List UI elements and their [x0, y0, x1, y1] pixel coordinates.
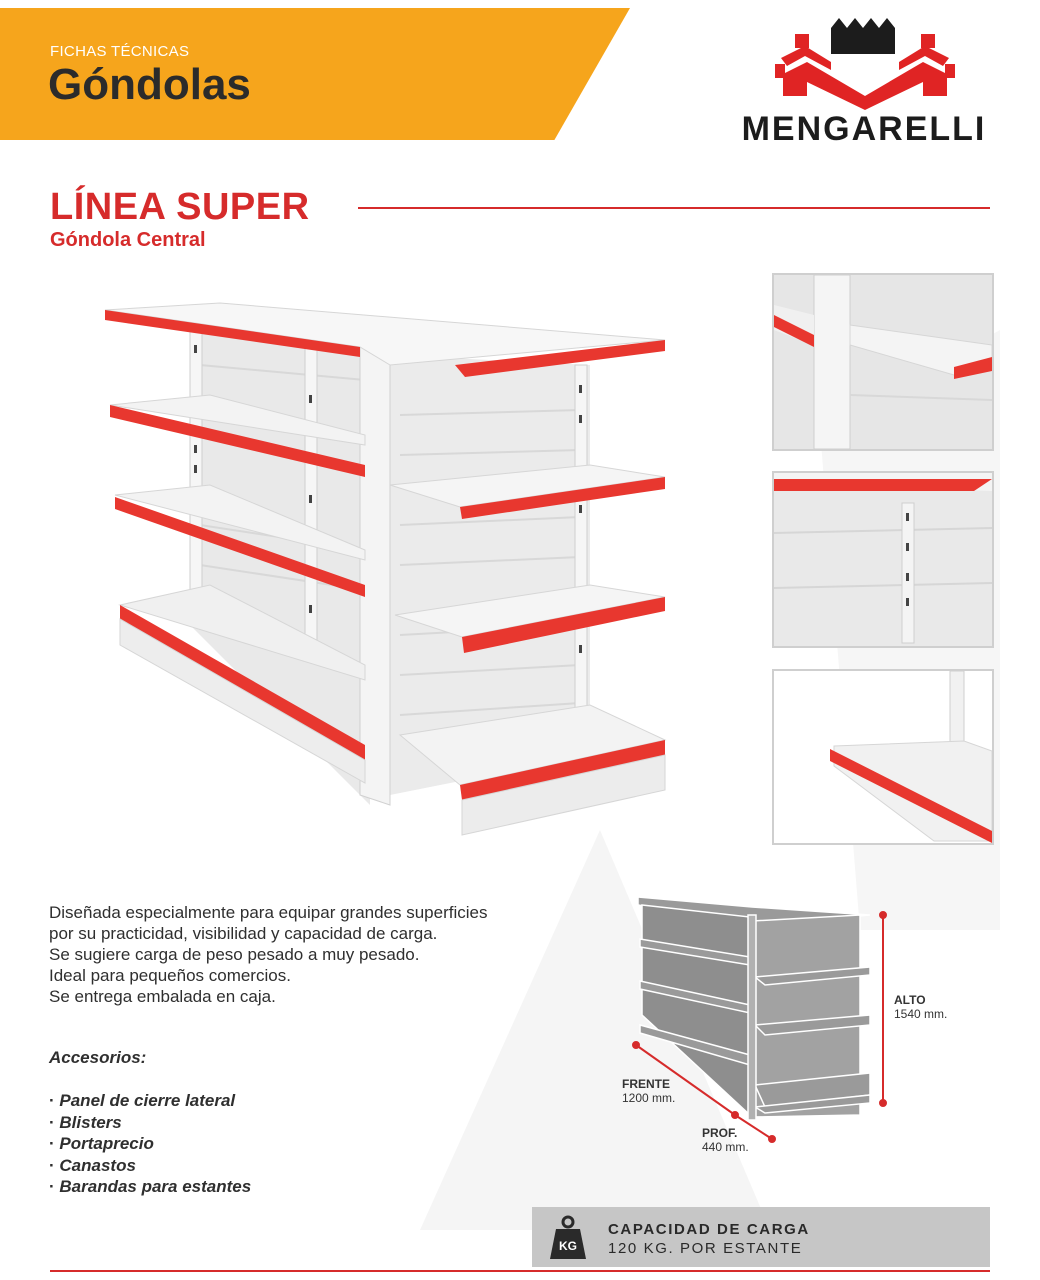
description-paragraph: Diseñada especialmente para equipar grandes superficies por su practicidad, visibilidad y capacidad de carga.: [49, 903, 488, 943]
brand-logo: [735, 10, 995, 150]
header-subtitle: FICHAS TÉCNICAS: [50, 43, 190, 60]
product-image-gondola: [90, 285, 680, 860]
logo-emblem: [735, 10, 995, 110]
dimension-frente: [622, 1077, 675, 1105]
description-paragraph: Se sugiere carga de peso pesado a muy pesado.: [49, 945, 420, 964]
dimension-alto-label: ALTO: [894, 993, 926, 1007]
dimension-prof: [702, 1126, 749, 1154]
product-description: [49, 902, 509, 1007]
capacity-bar: [532, 1207, 990, 1267]
bottom-divider: [50, 1270, 990, 1272]
title-divider: [358, 207, 990, 209]
accessories-title: Accesorios:: [49, 1048, 147, 1067]
accessories-list: [49, 1090, 251, 1198]
detail-image-base-shelf: [772, 669, 994, 845]
accessory-item: · Canastos: [49, 1155, 251, 1177]
detail-image-top-shelf: [772, 273, 994, 451]
brand-name: MENGARELLI: [741, 110, 987, 148]
dimension-frente-label: FRENTE: [622, 1077, 670, 1091]
capacity-title: CAPACIDAD DE CARGA: [608, 1221, 810, 1238]
accessory-item: · Blisters: [49, 1112, 251, 1134]
product-line-title: LÍNEA SUPER: [50, 186, 310, 228]
dimension-prof-label: PROF.: [702, 1126, 738, 1140]
dimension-prof-value: 440 mm.: [702, 1140, 749, 1154]
description-paragraph: Se entrega embalada en caja.: [49, 987, 276, 1006]
description-paragraph: Ideal para pequeños comercios.: [49, 966, 291, 985]
capacity-value: 120 KG. POR ESTANTE: [608, 1240, 803, 1257]
dimension-alto: [894, 993, 947, 1021]
accessory-item: · Barandas para estantes: [49, 1176, 251, 1198]
header-title: Góndolas: [48, 60, 251, 109]
detail-image-shelf-bracket: [772, 471, 994, 648]
dimension-alto-value: 1540 mm.: [894, 1007, 948, 1021]
product-model-subtitle: Góndola Central: [50, 229, 206, 251]
dimensions-diagram: [600, 885, 980, 1160]
kg-icon-text: KG: [559, 1239, 577, 1253]
accessory-item: · Portaprecio: [49, 1133, 251, 1155]
accessory-item: · Panel de cierre lateral: [49, 1090, 251, 1112]
capacity-text: [608, 1220, 810, 1258]
kg-weight-icon: [548, 1215, 588, 1261]
dimension-frente-value: 1200 mm.: [622, 1091, 676, 1105]
